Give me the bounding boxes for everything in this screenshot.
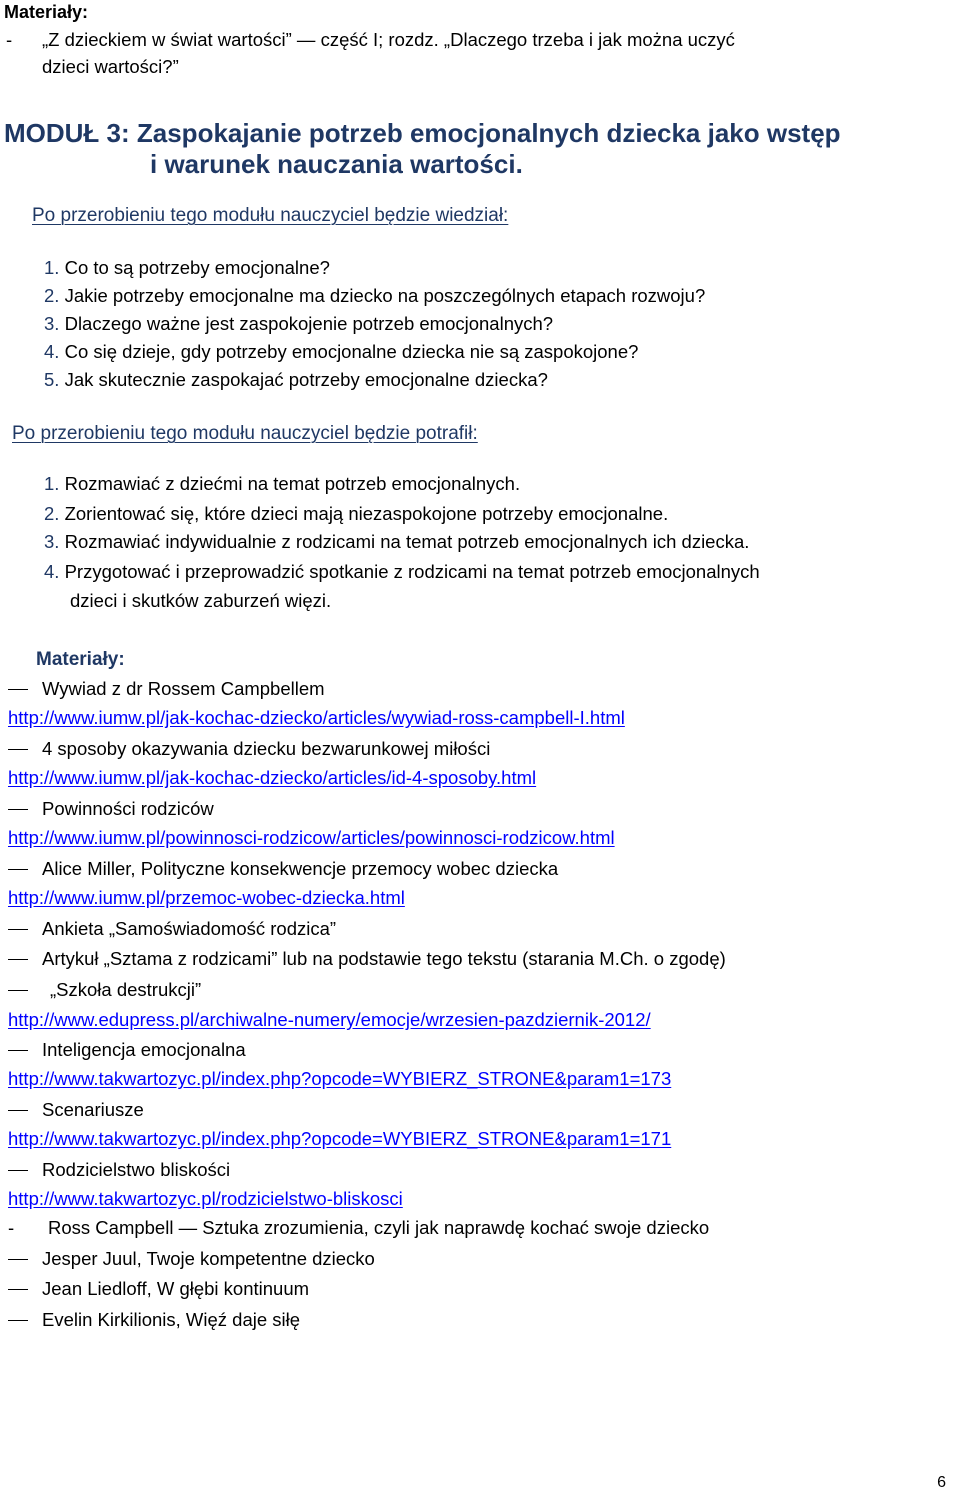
dash-bullet	[8, 918, 30, 940]
dash-bullet	[8, 678, 30, 700]
dash-bullet	[8, 738, 30, 760]
hyphen-bullet: -	[8, 1217, 15, 1238]
dash-bullet	[8, 1039, 30, 1061]
can-heading: Po przerobieniu tego modułu nauczyciel będzie potrafił:	[12, 423, 478, 444]
material-title: Inteligencja emocjonalna	[8, 1039, 246, 1061]
dash-bullet	[8, 948, 30, 970]
material-title: „Szkoła destrukcji”	[8, 979, 201, 1001]
material-title: Wywiad z dr Rossem Campbellem	[8, 678, 325, 700]
top-materials-heading: Materiały:	[4, 2, 89, 22]
dash-bullet	[8, 1278, 30, 1300]
list-item: 3. Rozmawiać indywidualnie z rodzicami na temat potrzeb emocjonalnych ich dziecka.	[44, 531, 750, 552]
dash-bullet	[8, 798, 30, 820]
dash-bullet	[8, 1159, 30, 1181]
material-link[interactable]: http://www.takwartozyc.pl/index.php?opcode=WYBIERZ_STRONE&param1=171	[8, 1128, 672, 1149]
list-item: 3. Dlaczego ważne jest zaspokojenie potrzeb emocjonalnych?	[44, 313, 554, 334]
materials-heading: Materiały:	[36, 649, 125, 670]
material-title: Jesper Juul, Twoje kompetentne dziecko	[8, 1248, 375, 1270]
list-item: 1. Co to są potrzeby emocjonalne?	[44, 257, 330, 278]
material-link[interactable]: http://www.iumw.pl/przemoc-wobec-dziecka.html	[8, 887, 405, 908]
module-title-line1: MODUŁ 3: Zaspokajanie potrzeb emocjonalnych dziecka jako wstęp	[4, 118, 841, 148]
list-item: 4. Co się dzieje, gdy potrzeby emocjonalne dziecka nie są zaspokojone?	[44, 341, 639, 362]
material-title: Artykuł „Sztama z rodzicami” lub na podstawie tego tekstu (starania M.Ch. o zgodę)	[8, 948, 726, 970]
material-link[interactable]: http://www.edupress.pl/archiwalne-numery/emocje/wrzesien-pazdziernik-2012/	[8, 1009, 651, 1030]
material-title: Scenariusze	[8, 1099, 144, 1121]
list-item: 4. Przygotować i przeprowadzić spotkanie z rodzicami na temat potrzeb emocjonalnych	[44, 561, 760, 582]
list-item: 5. Jak skutecznie zaspokajać potrzeby emocjonalne dziecka?	[44, 369, 548, 390]
list-item: 2. Jakie potrzeby emocjonalne ma dziecko na poszczególnych etapach rozwoju?	[44, 285, 706, 306]
top-materials-item-line2: dzieci wartości?”	[42, 56, 179, 77]
list-item-continuation: dzieci i skutków zaburzeń więzi.	[70, 590, 332, 611]
dash-bullet	[8, 1099, 30, 1121]
knows-heading: Po przerobieniu tego modułu nauczyciel będzie wiedział:	[32, 205, 509, 226]
material-title: Evelin Kirkilionis, Więź daje siłę	[8, 1309, 300, 1331]
material-title: Ankieta „Samoświadomość rodzica”	[8, 918, 336, 940]
page-number: 6	[937, 1474, 946, 1491]
top-materials-item-line1: „Z dzieckiem w świat wartości” — część I; rozdz. „Dlaczego trzeba i jak można uczyć	[42, 29, 735, 50]
module-title-line2: i warunek nauczania wartości.	[150, 149, 523, 179]
material-link[interactable]: http://www.iumw.pl/jak-kochac-dziecko/articles/wywiad-ross-campbell-I.html	[8, 707, 625, 728]
material-title: Rodzicielstwo bliskości	[8, 1159, 230, 1181]
list-item: 1. Rozmawiać z dziećmi na temat potrzeb emocjonalnych.	[44, 473, 521, 494]
dash-bullet	[8, 1248, 30, 1270]
top-materials-marker: -	[6, 29, 13, 50]
material-link[interactable]: http://www.iumw.pl/jak-kochac-dziecko/articles/id-4-sposoby.html	[8, 767, 537, 788]
list-item: 2. Zorientować się, które dzieci mają niezaspokojone potrzeby emocjonalne.	[44, 503, 669, 524]
dash-bullet	[8, 1309, 30, 1331]
material-link[interactable]: http://www.takwartozyc.pl/rodzicielstwo-bliskosci	[8, 1188, 403, 1209]
dash-bullet	[8, 979, 30, 1001]
material-link[interactable]: http://www.iumw.pl/powinnosci-rodzicow/articles/powinnosci-rodzicow.html	[8, 827, 615, 848]
material-title: Powinności rodziców	[8, 798, 214, 820]
material-title: Jean Liedloff, W głębi kontinuum	[8, 1278, 309, 1300]
material-title: - Ross Campbell — Sztuka zrozumienia, czyli jak naprawdę kochać swoje dziecko	[8, 1217, 710, 1238]
material-link[interactable]: http://www.takwartozyc.pl/index.php?opcode=WYBIERZ_STRONE&param1=173	[8, 1068, 672, 1089]
dash-bullet	[8, 858, 30, 880]
material-title: 4 sposoby okazywania dziecku bezwarunkowej miłości	[8, 738, 490, 760]
material-title: Alice Miller, Polityczne konsekwencje przemocy wobec dziecka	[8, 858, 558, 880]
